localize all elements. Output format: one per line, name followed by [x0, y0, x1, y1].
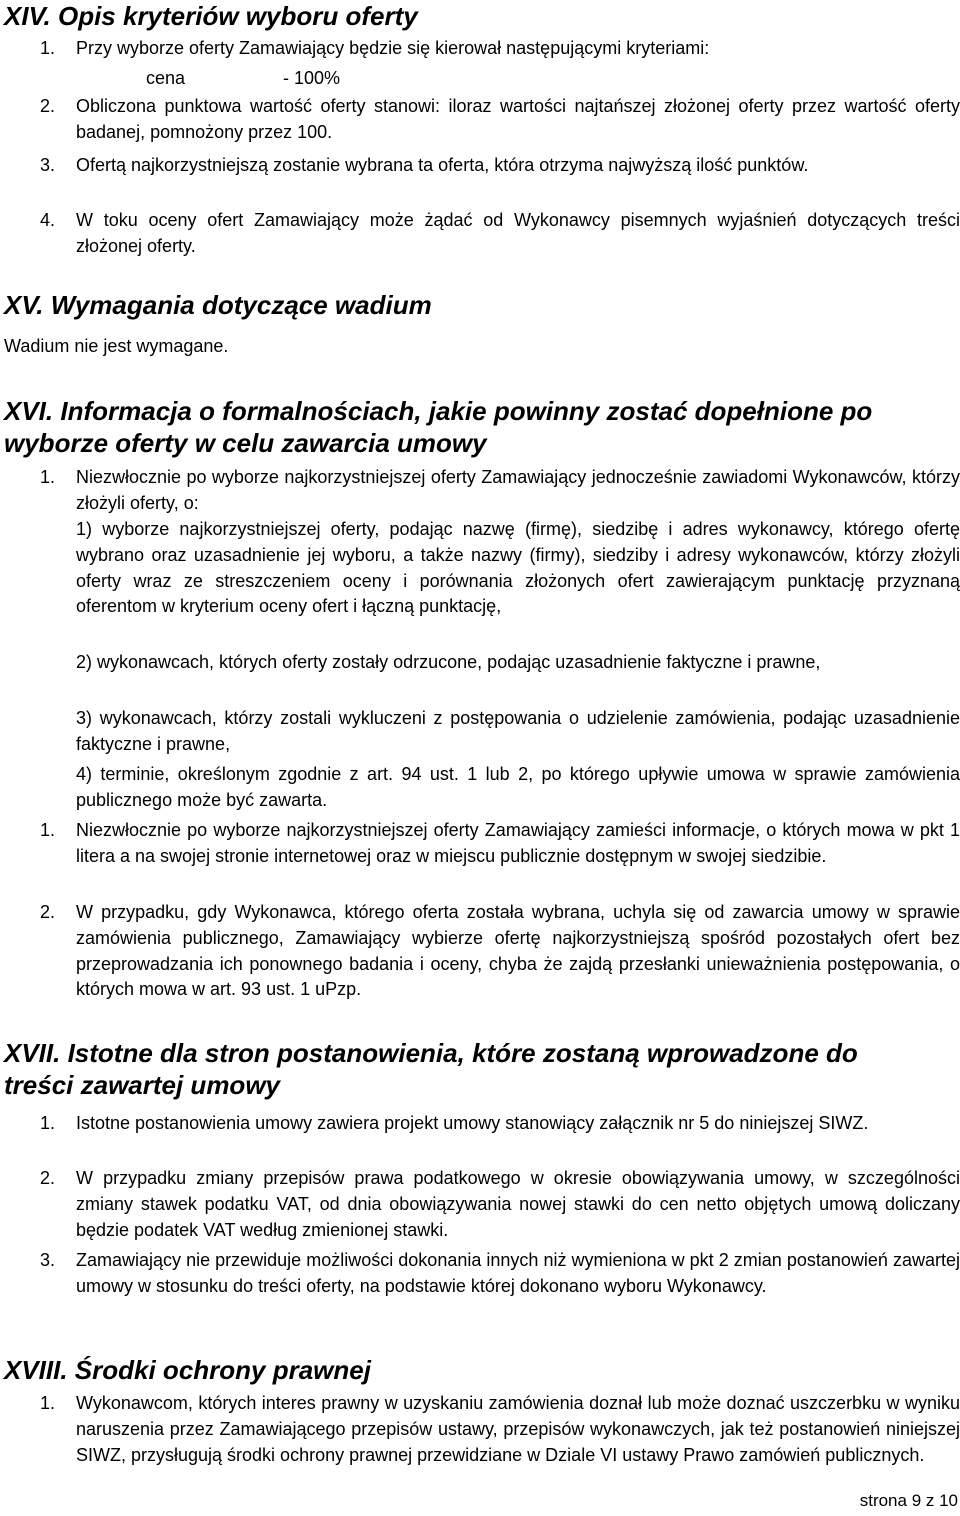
list-item: Wykonawcom, których interes prawny w uzyskaniu zamówienia doznał lub może doznać uszczerbku w wyniku naruszenia przez Zamawiającego przepisów ustawy, przepisów wykonawczych, jak też postanowień niniejszej SIWZ, przysługują środki ochrony prawnej przewidziane w Dziale VI ustawy Prawo zamówień publicznych.	[76, 1393, 960, 1465]
criterion-value: - 100%	[283, 68, 341, 88]
list-item: W przypadku zmiany przepisów prawa podatkowego w okresie obowiązywania umowy, w szczególności zmiany stawek podatku VAT, od dnia obowiązywania nowej stawki do cen netto objętych umową doliczany będzie podatek VAT według zmienionej stawki.	[76, 1168, 960, 1240]
section-xviii-heading: XVIII. Środki ochrony prawnej	[4, 1355, 371, 1385]
list-item: Niezwłocznie po wyborze najkorzystniejszej oferty Zamawiający zamieści informacje, o których mowa w pkt 1 litera a na swojej stronie internetowej oraz w miejscu publicznie dostępnym w swojej siedzibie.	[76, 820, 960, 866]
section-xvii-heading: XVII. Istotne dla stron postanowienia, które zostaną wprowadzone do	[4, 1038, 858, 1068]
list-number: 1.	[40, 820, 56, 840]
list-number: 2.	[40, 1168, 56, 1188]
list-number: 1.	[40, 1393, 56, 1413]
sub-item: 1) wyborze najkorzystniejszej oferty, podając nazwę (firmę), siedzibę i adres wykonawcy, którego ofertę wybrano oraz uzasadnienie jej wyboru, a także nazwy (firmy), siedziby i adresy wykonawców, którzy złożyli oferty wraz ze streszczeniem oceny i porównania złożonych ofert zawierającym punktację przyznaną oferentom w kryterium oceny ofert i łączną punktację,	[76, 519, 960, 617]
criterion-name: cena	[146, 68, 186, 88]
list-number: 3.	[40, 1250, 56, 1270]
list-item: W przypadku, gdy Wykonawca, którego oferta została wybrana, uchyla się od zawarcia umowy w sprawie zamówienia publicznego, Zamawiający wybierze ofertę najkorzystniejszą spośród pozostałych ofert bez przeprowadzania ich ponownego badania i oceny, chyba że zajdą przesłanki unieważnienia postępowania, o których mowa w art. 93 ust. 1 uPzp.	[76, 902, 960, 1000]
list-item: Istotne postanowienia umowy zawiera projekt umowy stanowiący załącznik nr 5 do niniejszej SIWZ.	[76, 1113, 869, 1133]
sub-item: 3) wykonawcach, którzy zostali wykluczeni z postępowania o udzielenie zamówienia, podając uzasadnienie faktyczne i prawne,	[76, 708, 960, 754]
section-xv-heading: XV. Wymagania dotyczące wadium	[4, 290, 432, 320]
section-xvi-heading: XVI. Informacja o formalnościach, jakie powinny zostać dopełnione po	[4, 396, 873, 426]
section-xiv-heading: XIV. Opis kryteriów wyboru oferty	[4, 1, 418, 31]
page-number: strona 9 z 10	[859, 1491, 958, 1510]
list-number: 2.	[40, 96, 56, 116]
list-number: 4.	[40, 210, 56, 230]
list-number: 1.	[40, 38, 56, 58]
list-item: Obliczona punktowa wartość oferty stanowi: iloraz wartości najtańszej złożonej oferty przez wartość oferty badanej, pomnożony przez 100.	[76, 96, 960, 142]
list-item: Ofertą najkorzystniejszą zostanie wybrana ta oferta, która otrzyma najwyższą ilość punktów.	[76, 155, 809, 175]
section-text: Wadium nie jest wymagane.	[4, 336, 229, 356]
list-item: Zamawiający nie przewiduje możliwości dokonania innych niż wymieniona w pkt 2 zmian postanowień zawartej umowy w stosunku do treści oferty, na podstawie której dokonano wyboru Wykonawcy.	[76, 1250, 960, 1296]
sub-item: 2) wykonawcach, których oferty zostały odrzucone, podając uzasadnienie faktyczne i prawne,	[76, 652, 821, 672]
section-xvi-heading-cont: wyborze oferty w celu zawarcia umowy	[4, 428, 487, 458]
list-number: 2.	[40, 902, 56, 922]
list-item: Przy wyborze oferty Zamawiający będzie się kierował następującymi kryteriami:	[76, 38, 710, 58]
list-item: Niezwłocznie po wyborze najkorzystniejszej oferty Zamawiający jednocześnie zawiadomi Wykonawców, którzy złożyli oferty, o:	[76, 467, 960, 513]
list-number: 1.	[40, 467, 56, 487]
section-xvii-heading-cont: treści zawartej umowy	[4, 1070, 280, 1100]
sub-item: 4) terminie, określonym zgodnie z art. 94 ust. 1 lub 2, po którego upływie umowa w sprawie zamówienia publicznego może być zawarta.	[76, 764, 960, 810]
list-number: 3.	[40, 155, 56, 175]
list-item: W toku oceny ofert Zamawiający może żądać od Wykonawcy pisemnych wyjaśnień dotyczących treści złożonej oferty.	[76, 210, 960, 256]
list-number: 1.	[40, 1113, 56, 1133]
